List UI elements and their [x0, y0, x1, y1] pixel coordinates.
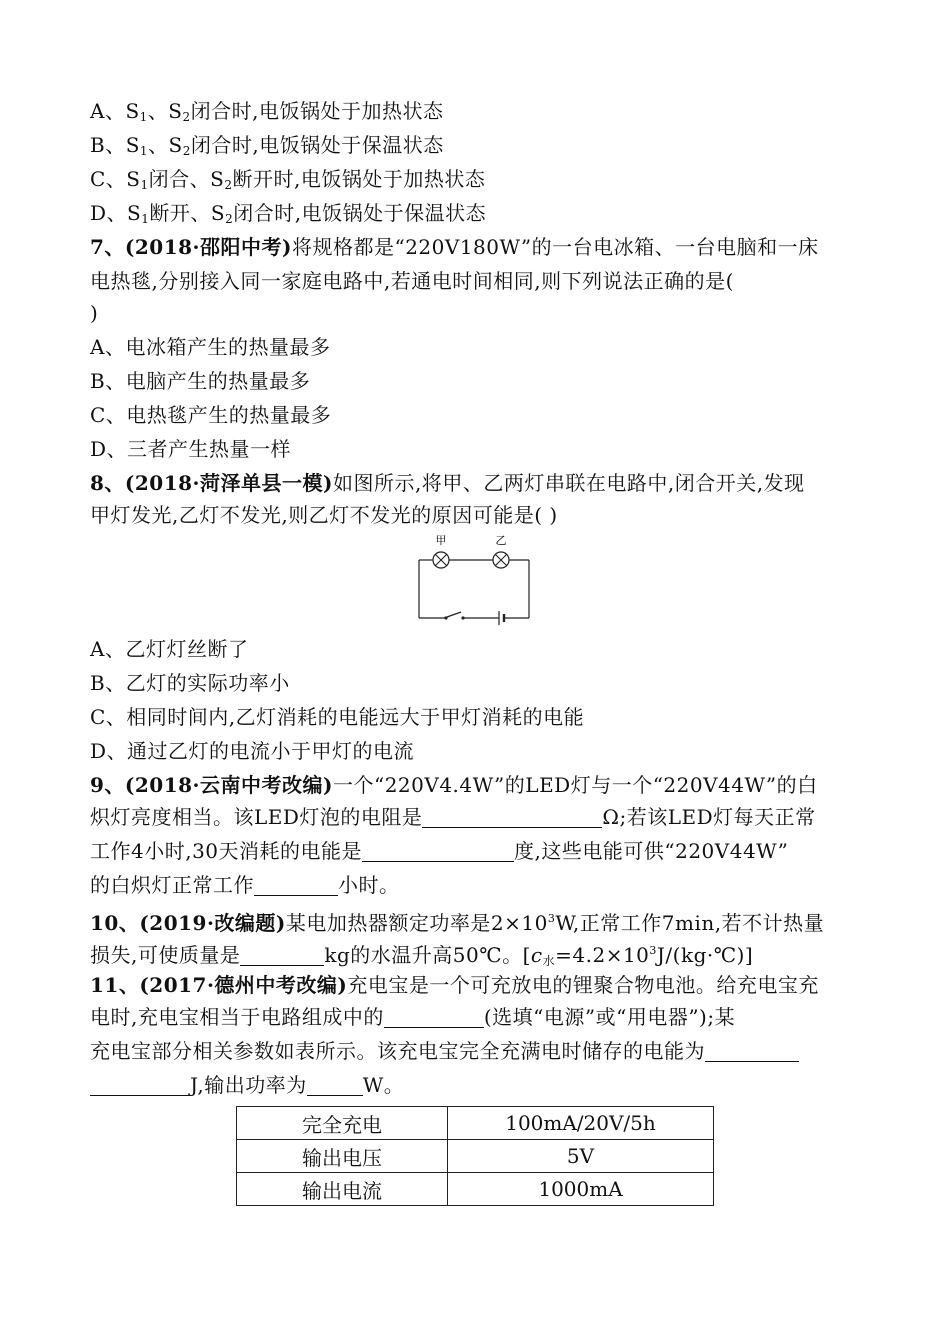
q9-stem-line3: 工作4小时,30天消耗的电能是 度,这些电能可供“220V44W”	[90, 839, 789, 863]
table-row	[237, 1173, 714, 1206]
q7-stem-line2: 电热毯,分别接入同一家庭电路中,若通电时间相同,则下列说法正确的是(	[90, 269, 734, 293]
table-cell-value: 5V	[448, 1140, 714, 1173]
q6-option-b: B、$S_1$、$S_2$闭合时,电饭锅处于保温状态	[90, 133, 444, 158]
lamp-jia-icon	[433, 552, 449, 568]
q7-option-c: C、电热毯产生的热量最多	[90, 403, 332, 427]
q6-option-c: C、$S_1$闭合、$S_2$断开时,电饭锅处于加热状态	[90, 167, 486, 192]
battery-icon	[499, 611, 504, 625]
table-cell-label: 输出电压	[237, 1140, 448, 1173]
q11-blank-role[interactable]	[384, 1005, 484, 1028]
q8-option-c: C、相同时间内,乙灯消耗的电能远大于甲灯消耗的电能	[90, 705, 585, 729]
q9-stem-line1: 9、(2018·云南中考改编)一个“220V4.4W”的LED灯与一个“220V44W”的白	[90, 773, 818, 797]
q6-option-d: D、$S_1$断开、$S_2$闭合时,电饭锅处于保温状态	[90, 201, 487, 226]
q8-option-a: A、乙灯灯丝断了	[90, 637, 249, 661]
table-cell-label: 完全充电	[237, 1107, 448, 1140]
table-cell-value: 100mA/20V/5h	[448, 1107, 714, 1140]
q9-blank-resistance[interactable]	[422, 805, 602, 828]
q11-stem-line1: 11、(2017·德州中考改编)充电宝是一个可充放电的锂聚合物电池。给充电宝充	[90, 973, 819, 997]
q8-stem-line1: 8、(2018·菏泽单县一模)如图所示,将甲、乙两灯串联在电路中,闭合开关,发现	[90, 471, 805, 495]
q8-stem-line2: 甲灯发光,乙灯不发光,则乙灯不发光的原因可能是( )	[90, 503, 558, 527]
lamp-yi-icon	[493, 552, 509, 568]
lamp-jia-label: 甲	[435, 534, 447, 547]
q6-option-a: A、$S_1$、$S_2$闭合时,电饭锅处于加热状态	[90, 99, 444, 124]
table-cell-label: 输出电流	[237, 1173, 448, 1206]
q11-stem-line3: 充电宝部分相关参数如表所示。该充电宝完全充满电时储存的电能为	[90, 1034, 799, 1068]
q9-stem-line4: 的白炽灯正常工作 小时。	[90, 873, 400, 897]
switch-icon	[444, 612, 464, 620]
q8-option-b: B、乙灯的实际功率小	[90, 671, 290, 695]
q11-blank-power[interactable]	[307, 1073, 363, 1096]
q11-stem-line2: 电时,充电宝相当于电路组成中的 (选填“电源”或“用电器”);某	[90, 1005, 736, 1029]
table-row	[237, 1107, 714, 1140]
circuit-diagram	[405, 530, 545, 630]
table-cell-value: 1000mA	[448, 1173, 714, 1206]
q11-stem-line4: J,输出功率为 W。	[90, 1068, 404, 1102]
power-bank-param-table	[236, 1106, 714, 1206]
q7-stem-line3: )	[90, 301, 99, 325]
q7-option-d: D、三者产生热量一样	[90, 437, 292, 461]
q9-blank-hours[interactable]	[254, 873, 338, 896]
q10-stem-line2: 损失,可使质量是 kg的水温升高50℃。$[c_水=4.2\times 10^3J/(kg\cdot℃)]$	[90, 943, 754, 968]
q11-blank-energy-part1[interactable]	[705, 1039, 799, 1062]
q7-stem-line1: 7、(2018·邵阳中考)将规格都是“220V180W”的一台电冰箱、一台电脑和一床	[90, 235, 819, 259]
lamp-yi-label: 乙	[495, 534, 507, 547]
q8-option-d: D、通过乙灯的电流小于甲灯的电流	[90, 739, 415, 763]
table-row	[237, 1140, 714, 1173]
q9-blank-energy[interactable]	[362, 839, 514, 862]
q10-blank-mass[interactable]	[240, 943, 324, 966]
q11-blank-energy-part2[interactable]	[90, 1073, 190, 1096]
q10-stem-line1: 10、(2019·改编题)某电加热器额定功率是$2\times 10^3W$,正常工作7min,若不计热量	[90, 911, 825, 935]
q7-option-b: B、电脑产生的热量最多	[90, 369, 311, 393]
q9-stem-line2: 炽灯亮度相当。该LED灯泡的电阻是 Ω;若该LED灯每天正常	[90, 805, 816, 829]
q7-option-a: A、电冰箱产生的热量最多	[90, 335, 331, 359]
